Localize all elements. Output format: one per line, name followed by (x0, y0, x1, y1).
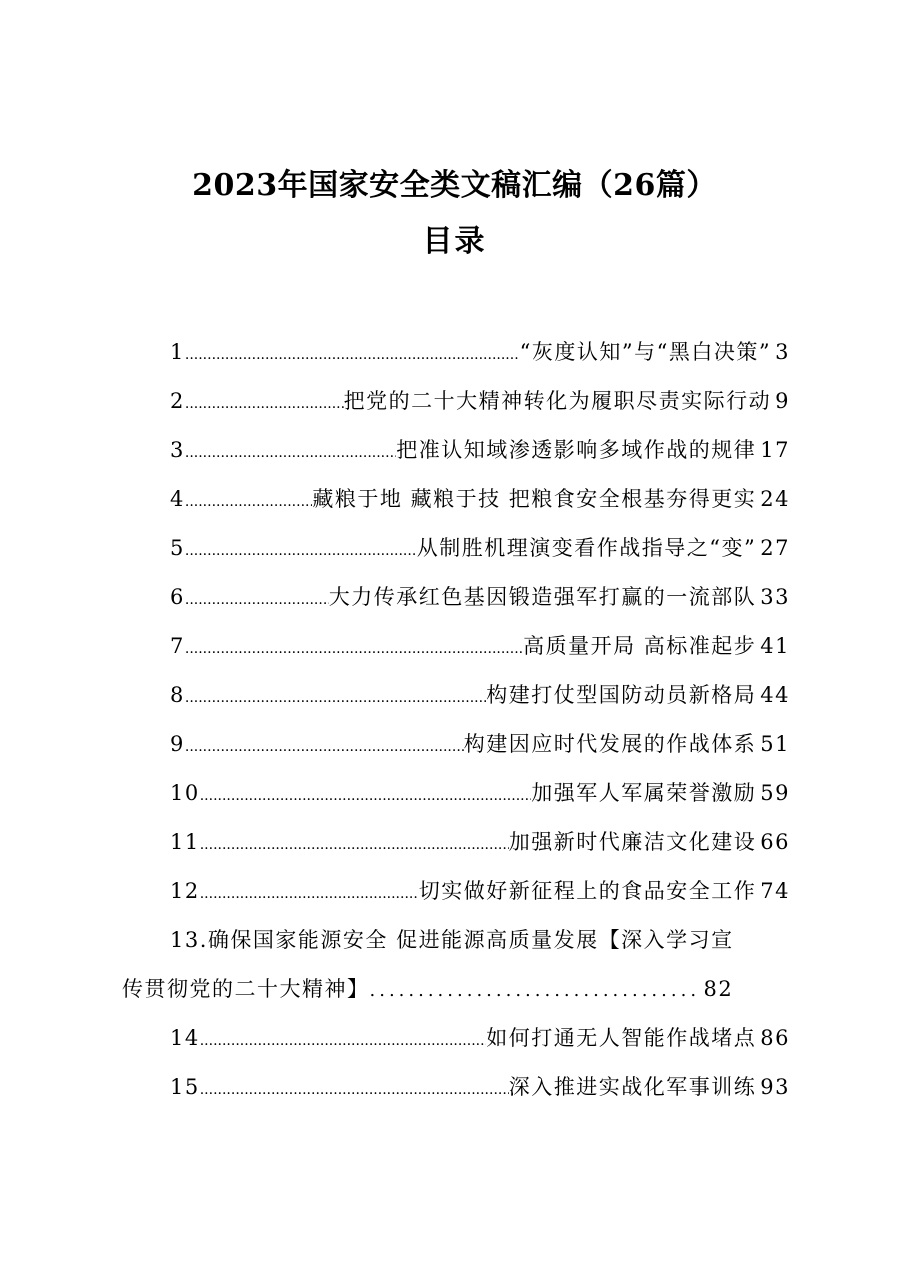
toc-entry-page: 9 (775, 389, 790, 413)
toc-entry-page: 74 (760, 879, 790, 903)
toc-entry-number: 2 (170, 389, 185, 413)
toc-dot-leader (185, 724, 464, 770)
toc-entry-number: 9 (170, 732, 185, 756)
toc-dot-leader (370, 968, 700, 1014)
toc-entry[interactable] (170, 427, 790, 476)
toc-entry-number: 14 (170, 1026, 200, 1050)
toc-entry[interactable] (170, 1015, 790, 1064)
toc-dot-leader (185, 626, 523, 672)
toc-entry-title: 深入推进实战化军事训练 (508, 1075, 757, 1099)
toc-entry-title: “灰度认知”与“黑白决策” (519, 340, 772, 364)
toc-entry[interactable] (170, 378, 790, 427)
toc-entry-page: 82 (703, 977, 734, 1001)
toc-entry[interactable] (170, 476, 790, 525)
toc-entry-title: 把准认知域渗透影响多域作战的规律 (396, 438, 757, 462)
toc-entry[interactable] (170, 819, 790, 868)
toc-entry-number: 11 (170, 830, 200, 854)
toc-dot-leader (185, 675, 486, 721)
toc-dot-leader (200, 822, 509, 868)
toc-entry-page: 27 (760, 536, 790, 560)
toc-dot-leader (185, 332, 520, 378)
toc-entry-title: 把党的二十大精神转化为履职尽责实际行动 (343, 389, 772, 413)
toc-entry-title: 切实做好新征程上的食品安全工作 (418, 879, 757, 903)
toc-dot-leader (185, 430, 396, 476)
toc-entry-title: 高质量开局 高标准起步 (523, 634, 757, 658)
table-of-contents (122, 329, 790, 1113)
toc-entry-number: 6 (170, 585, 185, 609)
toc-entry-page: 3 (775, 340, 790, 364)
toc-dot-leader (185, 479, 313, 525)
toc-dot-leader (185, 381, 344, 427)
toc-entry-number: 4 (170, 487, 185, 511)
toc-entry-page: 41 (760, 634, 790, 658)
toc-dot-leader (200, 1018, 487, 1064)
toc-entry-title: 构建打仗型国防动员新格局 (486, 683, 757, 707)
toc-entry-wrapped[interactable] (122, 917, 790, 1015)
toc-entry[interactable] (170, 574, 790, 623)
toc-entry-page: 51 (760, 732, 790, 756)
toc-entry-number: 15 (170, 1075, 200, 1099)
toc-entry-page: 86 (760, 1026, 790, 1050)
toc-entry-page: 24 (760, 487, 790, 511)
document-title: 2023年国家安全类文稿汇编（26篇） (192, 168, 717, 203)
toc-entry-title: 大力传承红色基因锻造强军打赢的一流部队 (328, 585, 757, 609)
toc-entry-number: 3 (170, 438, 185, 462)
toc-entry-page: 44 (760, 683, 790, 707)
toc-entry-title: 从制胜机理演变看作战指导之“变” (416, 536, 757, 560)
toc-entry-title: 如何打通无人智能作战堵点 (486, 1026, 757, 1050)
toc-entry-title: 加强军人军属荣誉激励 (531, 781, 757, 805)
toc-entry-page: 66 (760, 830, 790, 854)
toc-entry[interactable] (170, 329, 790, 378)
toc-entry-number: 8 (170, 683, 185, 707)
toc-entry[interactable] (170, 868, 790, 917)
toc-dot-leader (185, 528, 417, 574)
toc-heading: 目录 (422, 224, 487, 259)
toc-dot-leader (200, 1067, 509, 1113)
toc-entry-number: 1 (170, 340, 185, 364)
toc-entry[interactable] (170, 770, 790, 819)
toc-entry[interactable] (170, 721, 790, 770)
toc-dot-leader (200, 773, 532, 819)
toc-entry-title: 构建因应时代发展的作战体系 (463, 732, 757, 756)
toc-entry-title: 藏粮于地 藏粮于技 把粮食安全根基夯得更实 (312, 487, 757, 511)
toc-entry-number: 12 (170, 879, 200, 903)
toc-entry-page: 93 (760, 1075, 790, 1099)
toc-entry-page: 17 (760, 438, 790, 462)
toc-entry-title: 加强新时代廉洁文化建设 (508, 830, 757, 854)
toc-entry-number: 5 (170, 536, 185, 560)
toc-entry[interactable] (170, 525, 790, 574)
toc-entry[interactable] (170, 1064, 790, 1113)
toc-entry[interactable] (170, 623, 790, 672)
toc-dot-leader (185, 577, 329, 623)
toc-dot-leader (200, 871, 419, 917)
toc-entry[interactable] (170, 672, 790, 721)
toc-entry-number: 10 (170, 781, 200, 805)
toc-entry-page: 33 (760, 585, 790, 609)
toc-entry-number: 7 (170, 634, 185, 658)
toc-entry-title-line-1: 13.确保国家能源安全 促进能源高质量发展【深入学习宣 (170, 928, 734, 952)
toc-entry-title-line-2-container (122, 966, 742, 1014)
toc-entry-title-line-2: 传贯彻党的二十大精神】 (122, 977, 370, 1001)
toc-entry-page: 59 (760, 781, 790, 805)
